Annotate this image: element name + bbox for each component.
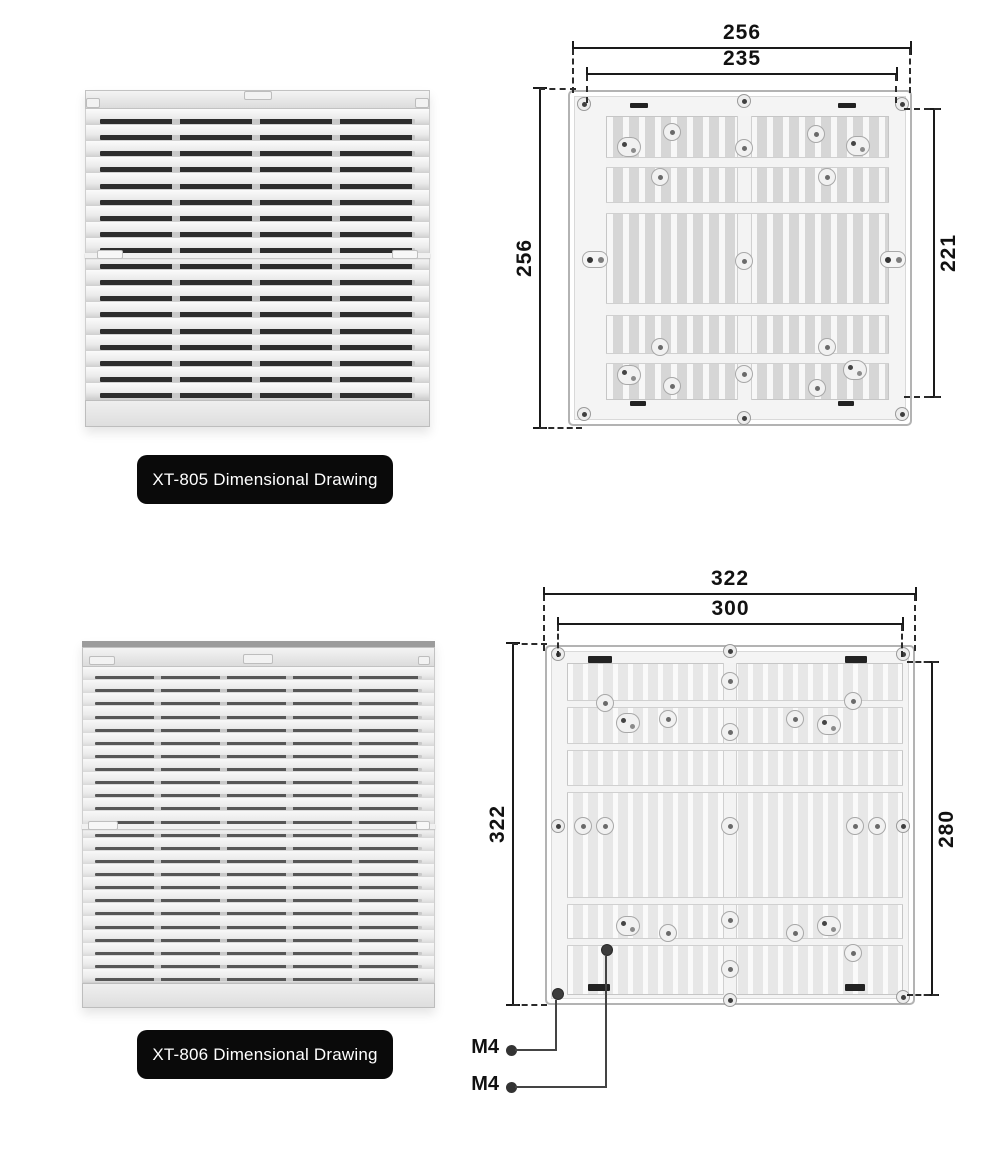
m4-callout-1 [447, 1036, 499, 1059]
extension-line [907, 994, 938, 996]
xt805-badge-label: XT-805 Dimensional Drawing [152, 469, 378, 489]
dim-value: 322 [710, 567, 750, 590]
leader-line [605, 956, 607, 1088]
extension-line [907, 661, 938, 663]
dim-xt806-outer-width [544, 567, 916, 595]
extension-line [557, 625, 559, 657]
xt806-badge-label: XT-806 Dimensional Drawing [152, 1044, 378, 1064]
leader-line [515, 1086, 606, 1088]
dim-xt806-inner-width [558, 597, 903, 625]
dim-xt806-inner-height [931, 662, 958, 995]
dim-value: 256 [722, 21, 762, 44]
dim-value: 322 [486, 804, 509, 844]
m4-callout-2 [447, 1073, 499, 1096]
dim-value: 256 [513, 238, 536, 278]
leader-line [555, 1000, 557, 1051]
xt806-badge [137, 1030, 393, 1079]
dim-value: 235 [722, 47, 762, 70]
extension-line [512, 1004, 547, 1006]
m4-callout-1-label: M4 [471, 1036, 499, 1058]
dim-xt806-outer-height [486, 643, 514, 1005]
extension-line [512, 643, 547, 645]
m4-callout-2-label: M4 [471, 1073, 499, 1095]
dim-value: 221 [937, 233, 960, 273]
leader-line [515, 1049, 557, 1051]
dim-value: 280 [935, 809, 958, 848]
extension-line [901, 625, 903, 657]
dim-value: 300 [711, 597, 750, 620]
extension-line [914, 595, 916, 651]
